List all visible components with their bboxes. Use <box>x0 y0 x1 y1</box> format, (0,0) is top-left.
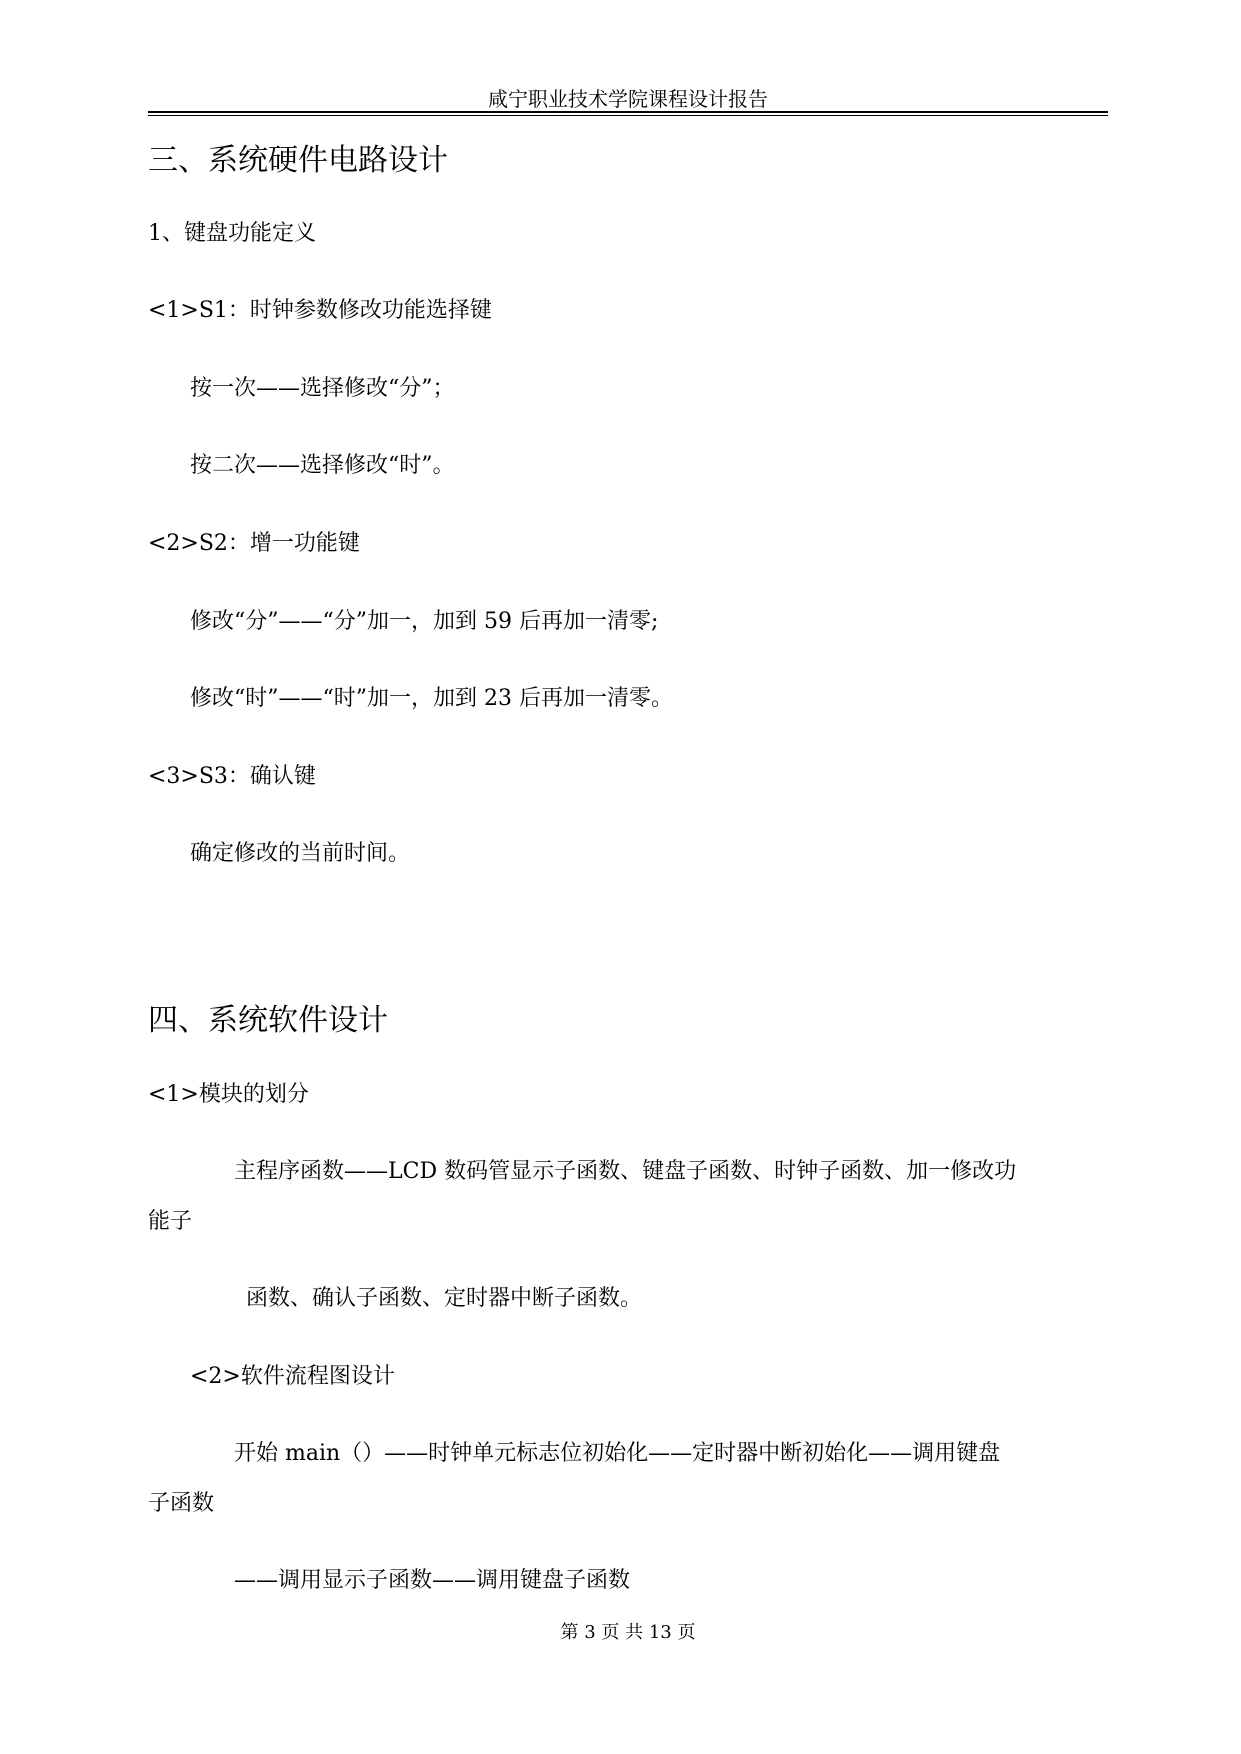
header-rule-thin <box>148 115 1108 116</box>
module-division-title: <1>模块的划分 <box>148 1082 309 1107</box>
s3-line-1: 确定修改的当前时间。 <box>190 841 411 866</box>
section-heading-software: 四、系统软件设计 <box>148 1003 388 1038</box>
s1-title: <1>S1：时钟参数修改功能选择键 <box>148 298 492 323</box>
s2-title: <2>S2：增一功能键 <box>148 531 360 556</box>
section-heading-hardware: 三、系统硬件电路设计 <box>148 143 448 178</box>
document-header: 咸宁职业技术学院课程设计报告 <box>488 87 768 111</box>
page-number: 第 3 页 共 13 页 <box>560 1622 696 1643</box>
s1-line-1: 按一次——选择修改“分”； <box>190 376 455 401</box>
module-line-2: 能子 <box>148 1209 193 1234</box>
s2-line-2: 修改“时”——“时”加一，加到 23 后再加一清零。 <box>190 686 673 711</box>
flowchart-title: <2>软件流程图设计 <box>190 1364 395 1389</box>
s1-line-2: 按二次——选择修改“时”。 <box>190 453 455 478</box>
s3-title: <3>S3：确认键 <box>148 764 316 789</box>
module-line-1: 主程序函数——LCD 数码管显示子函数、键盘子函数、时钟子函数、加一修改功 <box>234 1159 1017 1184</box>
keyboard-definition-subheading: 1、键盘功能定义 <box>148 221 316 246</box>
module-line-3: 函数、确认子函数、定时器中断子函数。 <box>246 1286 643 1311</box>
flow-line-2: 子函数 <box>148 1491 215 1516</box>
flow-line-1: 开始 main（）——时钟单元标志位初始化——定时器中断初始化——调用键盘 <box>234 1441 1001 1466</box>
flow-line-3: ——调用显示子函数——调用键盘子函数 <box>234 1568 631 1593</box>
s2-line-1: 修改“分”——“分”加一，加到 59 后再加一清零; <box>190 609 659 634</box>
header-rule-thick <box>148 111 1108 113</box>
